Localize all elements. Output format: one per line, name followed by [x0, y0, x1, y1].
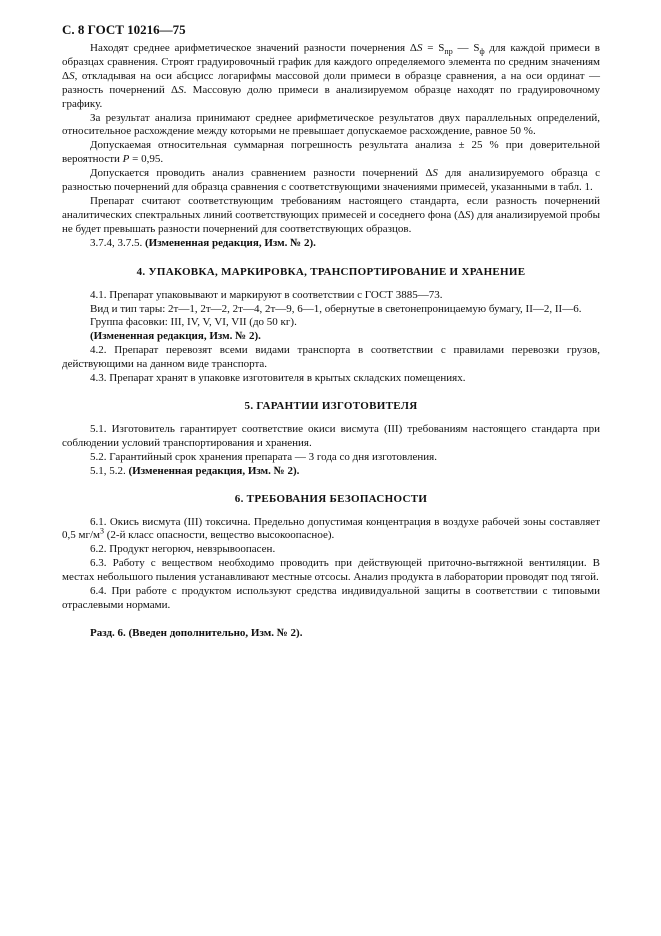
sec4-change-note: (Измененная редакция, Изм. № 2).: [90, 330, 261, 343]
sec4-paragraph-3: Группа фасовки: III, IV, V, VI, VII (до 50 кг).: [90, 316, 297, 329]
document-body: [62, 42, 600, 641]
sec5-change-note: 5.1, 5.2. (Измененная редакция, Изм. № 2).: [90, 464, 300, 477]
sec6-paragraph-1: 6.1. Окись висмута (III) токсична. Предельно допустимая концентрация в воздухе рабочей зоны составляет 0,5 $мг/м^3$ (2-й класс опасности, вещество высокоопасное).: [62, 515, 600, 542]
sec5-paragraph-1: 5.1. Изготовитель гарантирует соответствие окиси висмута (III) требованиям настоящего стандарта при соблюдении условий транспортирования и хранения.: [62, 422, 600, 449]
sec5-paragraph-2: 5.2. Гарантийный срок хранения препарата — 3 года со дня изготовления.: [90, 450, 437, 463]
sec6-paragraph-3: 6.3. Работу с веществом необходимо проводить при действующей приточно-вытяжной вентиляции. В местах небольшого пыления устанавливают местные отсосы. Анализ продукта в лаборатории проводят под тягой.: [62, 557, 600, 584]
sec4-paragraph-1: 4.1. Препарат упаковывают и маркируют в соответствии с ГОСТ 3885—73.: [90, 288, 443, 301]
sec6-paragraph-2: 6.2. Продукт негорюч, невзрывоопасен.: [90, 543, 276, 556]
section-6-added-note: Разд. 6. (Введен дополнительно, Изм. № 2).: [90, 626, 303, 639]
intro-paragraph-4: Допускается проводить анализ сравнением разности почернений ΔS для анализируемого образца с разностью почернений для образца сравнения с соответствующими значениями примесей, указанными в табл. 1.: [62, 167, 600, 194]
intro-paragraph-1: Находят среднее арифметическое значений разности почернения $\Delta S = S_{пр}$ — $S_ф$ для каждой примеси в образцах сравнения. Строят градуировочный график для каждого определяемого элемента по средним значениям ΔS, откладывая на оси абсцисс логарифмы массовой доли примеси в образце сравнения, а на оси ординат — разность почернений ΔS. Массовую долю примеси в анализируемом образце находят по градуировочному графику.: [62, 42, 601, 110]
sec4-paragraph-5: 4.2. Препарат перевозят всеми видами транспорта в соответствии с правилами перевозки грузов, действующими на данном виде транспорта.: [62, 344, 600, 371]
sec4-paragraph-6: 4.3. Препарат хранят в упаковке изготовителя в крытых складских помещениях.: [90, 372, 466, 385]
sec6-paragraph-4: 6.4. При работе с продуктом используют средства индивидуальной защиты в соответствии с типовыми отраслевыми нормами.: [62, 585, 600, 611]
intro-paragraph-2: За результат анализа принимают среднее арифметическое результатов двух параллельных определений, относительное расхождение между которыми не превышает допускаемое расхождение, равное 50 %.: [62, 111, 600, 138]
intro-paragraph-5: Препарат считают соответствующим требованиям настоящего стандарта, если разность почернений аналитических спектральных линий соответствующих примесей и соседнего фона (ΔS) для анализируемой пробы не будет превышать разности почернений для соответствующих образцов.: [62, 194, 600, 235]
intro-change-note: 3.7.4, 3.7.5. (Измененная редакция, Изм. № 2).: [90, 236, 316, 249]
section-6-heading: 6. ТРЕБОВАНИЯ БЕЗОПАСНОСТИ: [234, 492, 428, 505]
section-5-heading: 5. ГАРАНТИИ ИЗГОТОВИТЕЛЯ: [244, 399, 418, 412]
page-header: С. 8 ГОСТ 10216—75: [62, 22, 186, 37]
sec4-paragraph-2: Вид и тип тары: 2т—1, 2т—2, 2т—4, 2т—9, 6—1, обернутые в светонепроницаемую бумагу, II—2, II—6.: [90, 302, 582, 315]
intro-paragraph-3: Допускаемая относительная суммарная погрешность результата анализа ± 25 % при доверительной вероятности P = 0,95.: [62, 139, 600, 166]
section-4-heading: 4. УПАКОВКА, МАРКИРОВКА, ТРАНСПОРТИРОВАНИЕ И ХРАНЕНИЕ: [136, 265, 526, 278]
